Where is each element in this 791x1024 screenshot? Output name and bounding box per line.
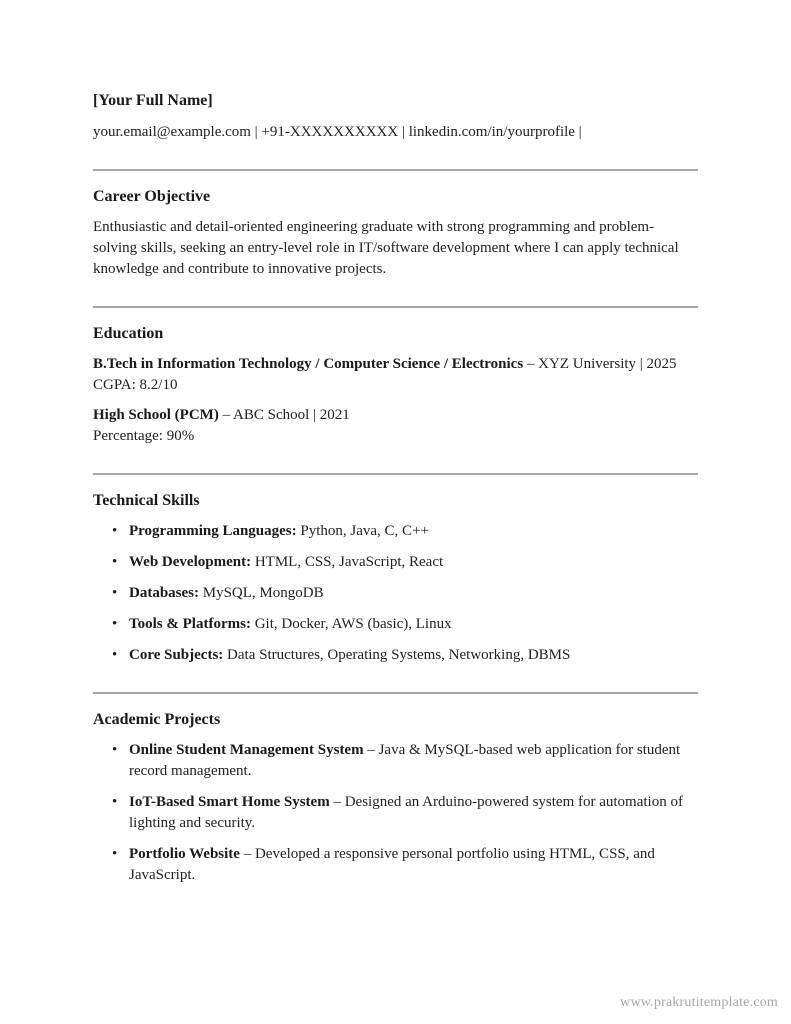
- academic-projects-list: [93, 740, 698, 886]
- skill-value: Git, Docker, AWS (basic), Linux: [250, 616, 452, 632]
- section-divider: [93, 169, 698, 171]
- technical-skills-heading: Technical Skills: [93, 492, 200, 509]
- skill-item: [93, 521, 698, 542]
- skill-label: Databases:: [129, 585, 199, 601]
- education-entry: [93, 354, 698, 396]
- section-career-objective: [93, 186, 698, 280]
- skill-value: Data Structures, Operating Systems, Networking, DBMS: [223, 647, 571, 663]
- project-title: Portfolio Website: [129, 846, 240, 862]
- education-degree: High School (PCM): [93, 407, 219, 423]
- watermark: www.prakrutitemplate.com: [620, 995, 778, 1010]
- project-description: – Developed a responsive personal portfolio using HTML, CSS, and JavaScript.: [129, 846, 655, 883]
- project-item: [93, 792, 698, 834]
- skill-label: Tools & Platforms:: [129, 616, 251, 632]
- section-divider: [93, 473, 698, 475]
- education-score: Percentage: 90%: [93, 428, 195, 444]
- career-objective-text: Enthusiastic and detail-oriented engineering graduate with strong programming and problem-solving skills, seeking an entry-level role in IT/software development where I can apply technical knowledge and contribute to innovative projects.: [93, 219, 679, 277]
- section-divider: [93, 306, 698, 308]
- education-institution: – XYZ University | 2025: [523, 356, 677, 372]
- resume-header: [93, 90, 698, 143]
- section-education: [93, 323, 698, 447]
- education-heading: Education: [93, 325, 164, 342]
- full-name: [Your Full Name]: [93, 92, 213, 109]
- contact-line: your.email@example.com | +91-XXXXXXXXXX | linkedin.com/in/yourprofile |: [93, 124, 582, 140]
- section-academic-projects: [93, 709, 698, 886]
- education-institution: – ABC School | 2021: [218, 407, 350, 423]
- skill-item: [93, 583, 698, 604]
- project-title: IoT-Based Smart Home System: [129, 794, 330, 810]
- project-title: Online Student Management System: [129, 742, 364, 758]
- section-technical-skills: [93, 490, 698, 666]
- education-score: CGPA: 8.2/10: [93, 377, 178, 393]
- skill-value: HTML, CSS, JavaScript, React: [251, 554, 444, 570]
- skill-item: [93, 552, 698, 573]
- education-entry: [93, 405, 698, 447]
- skill-value: Python, Java, C, C++: [296, 523, 429, 539]
- project-description: – Java & MySQL-based web application for student record management.: [129, 742, 681, 779]
- career-objective-heading: Career Objective: [93, 188, 211, 205]
- project-item: [93, 844, 698, 886]
- education-degree: B.Tech in Information Technology / Computer Science / Electronics: [93, 356, 524, 372]
- skill-label: Web Development:: [129, 554, 252, 570]
- skill-label: Core Subjects:: [129, 647, 224, 663]
- skill-item: [93, 645, 698, 666]
- skill-item: [93, 614, 698, 635]
- skill-value: MySQL, MongoDB: [199, 585, 324, 601]
- project-description: – Designed an Arduino-powered system for automation of lighting and security.: [129, 794, 683, 831]
- academic-projects-heading: Academic Projects: [93, 711, 221, 728]
- project-item: [93, 740, 698, 782]
- section-divider: [93, 692, 698, 694]
- technical-skills-list: [93, 521, 698, 666]
- skill-label: Programming Languages:: [129, 523, 297, 539]
